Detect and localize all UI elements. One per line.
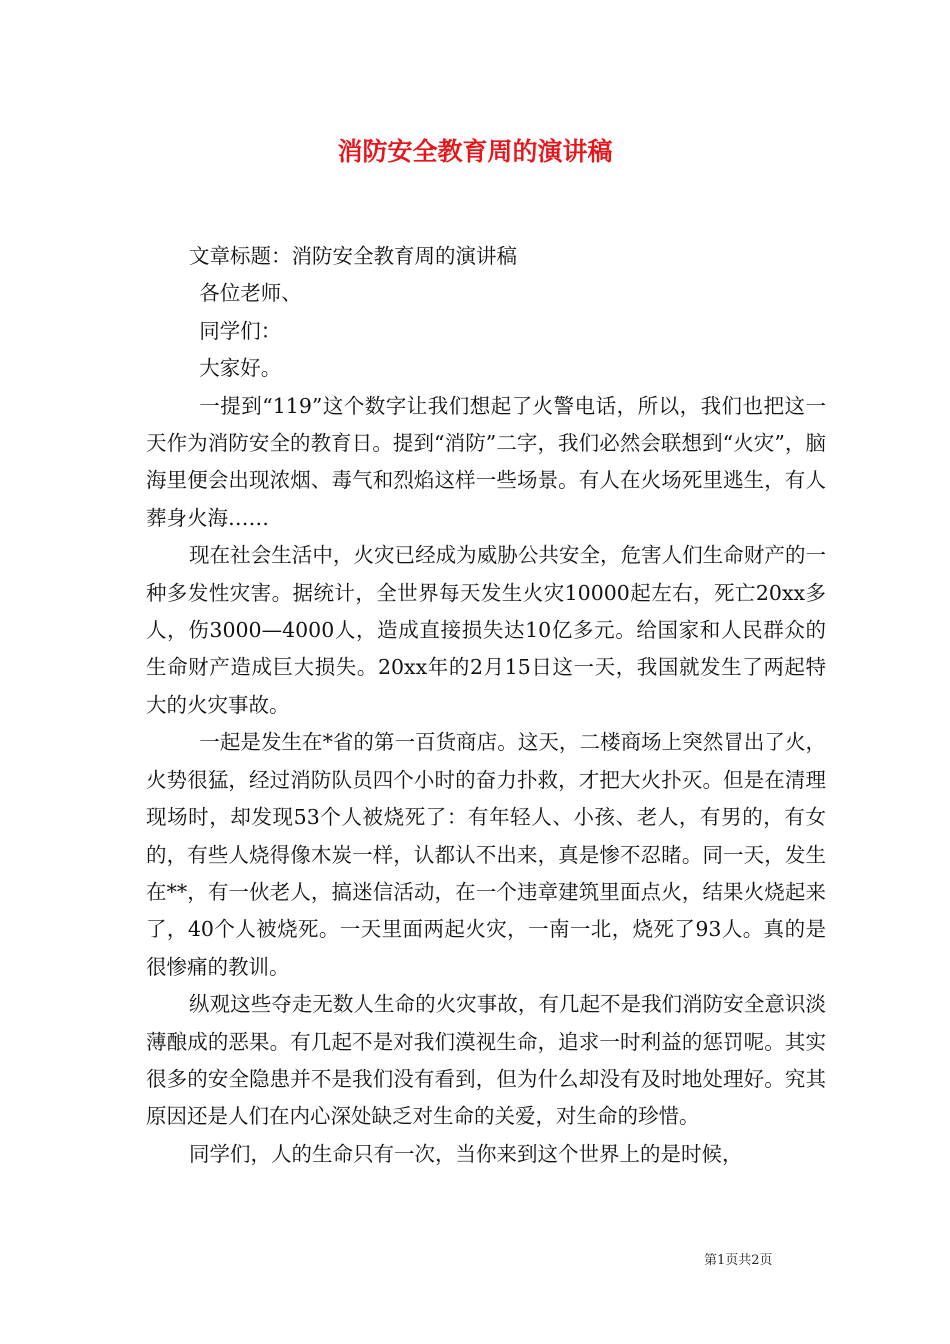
article-title-line: 文章标题：消防安全教育周的演讲稿 [189, 244, 518, 268]
paragraph: 纵观这些夺走无数人生命的火灾事故，有几起不是我们消防安全意识淡薄酿成的恶果。有几起不是对我们漠视生命，追求一时利益的惩罚呢。其实很多的安全隐患并不是我们没有看到，但为什么却没有及时地处理好。究其原因还是人们在内心深处缺乏对生命的关爱，对生命的珍惜。 [146, 992, 826, 1129]
paragraph: 一提到“119”这个数字让我们想起了火警电话，所以，我们也把这一天作为消防安全的教育日。提到“消防”二字，我们必然会联想到“火灾”，脑海里便会出现浓烟、毒气和烈焰这样一些场景。有人在火场死里逃生，有人葬身火海…… [146, 393, 826, 530]
document-title: 消防安全教育周的演讲稿 [337, 137, 613, 166]
greeting-hello: 大家好。 [199, 356, 282, 381]
paragraph: 同学们，人的生命只有一次，当你来到这个世界上的是时候， [189, 1141, 743, 1166]
paragraph: 现在社会生活中，火灾已经成为威胁公共安全，危害人们生命财产的一种多发性灾害。据统计，全世界每天发生火灾10000起左右，死亡20xx多人，伤3000—4000人，造成直接损失达10亿多元。给国家和人民群众的生命财产造成巨大损失。20xx年的2月15日这一天，我国就发生了两起特大的火灾事故。 [146, 543, 826, 717]
greeting-students: 同学们： [199, 318, 282, 343]
document-body [146, 238, 826, 1173]
greeting-teachers: 各位老师、 [199, 281, 302, 306]
page-number: 第1页共2页 [704, 1253, 773, 1268]
paragraph: 一起是发生在*省的第一百货商店。这天，二楼商场上突然冒出了火，火势很猛，经过消防队员四个小时的奋力扑救，才把大火扑灭。但是在清理现场时，却发现53个人被烧死了：有年轻人、小孩、老人，有男的，有女的，有些人烧得像木炭一样，认都认不出来，真是惨不忍睹。同一天，发生在**，有一伙老人，搞迷信活动，在一个违章建筑里面点火，结果火烧起来了，40个人被烧死。一天里面两起火灾，一南一北，烧死了93人。真的是很惨痛的教训。 [146, 730, 826, 979]
